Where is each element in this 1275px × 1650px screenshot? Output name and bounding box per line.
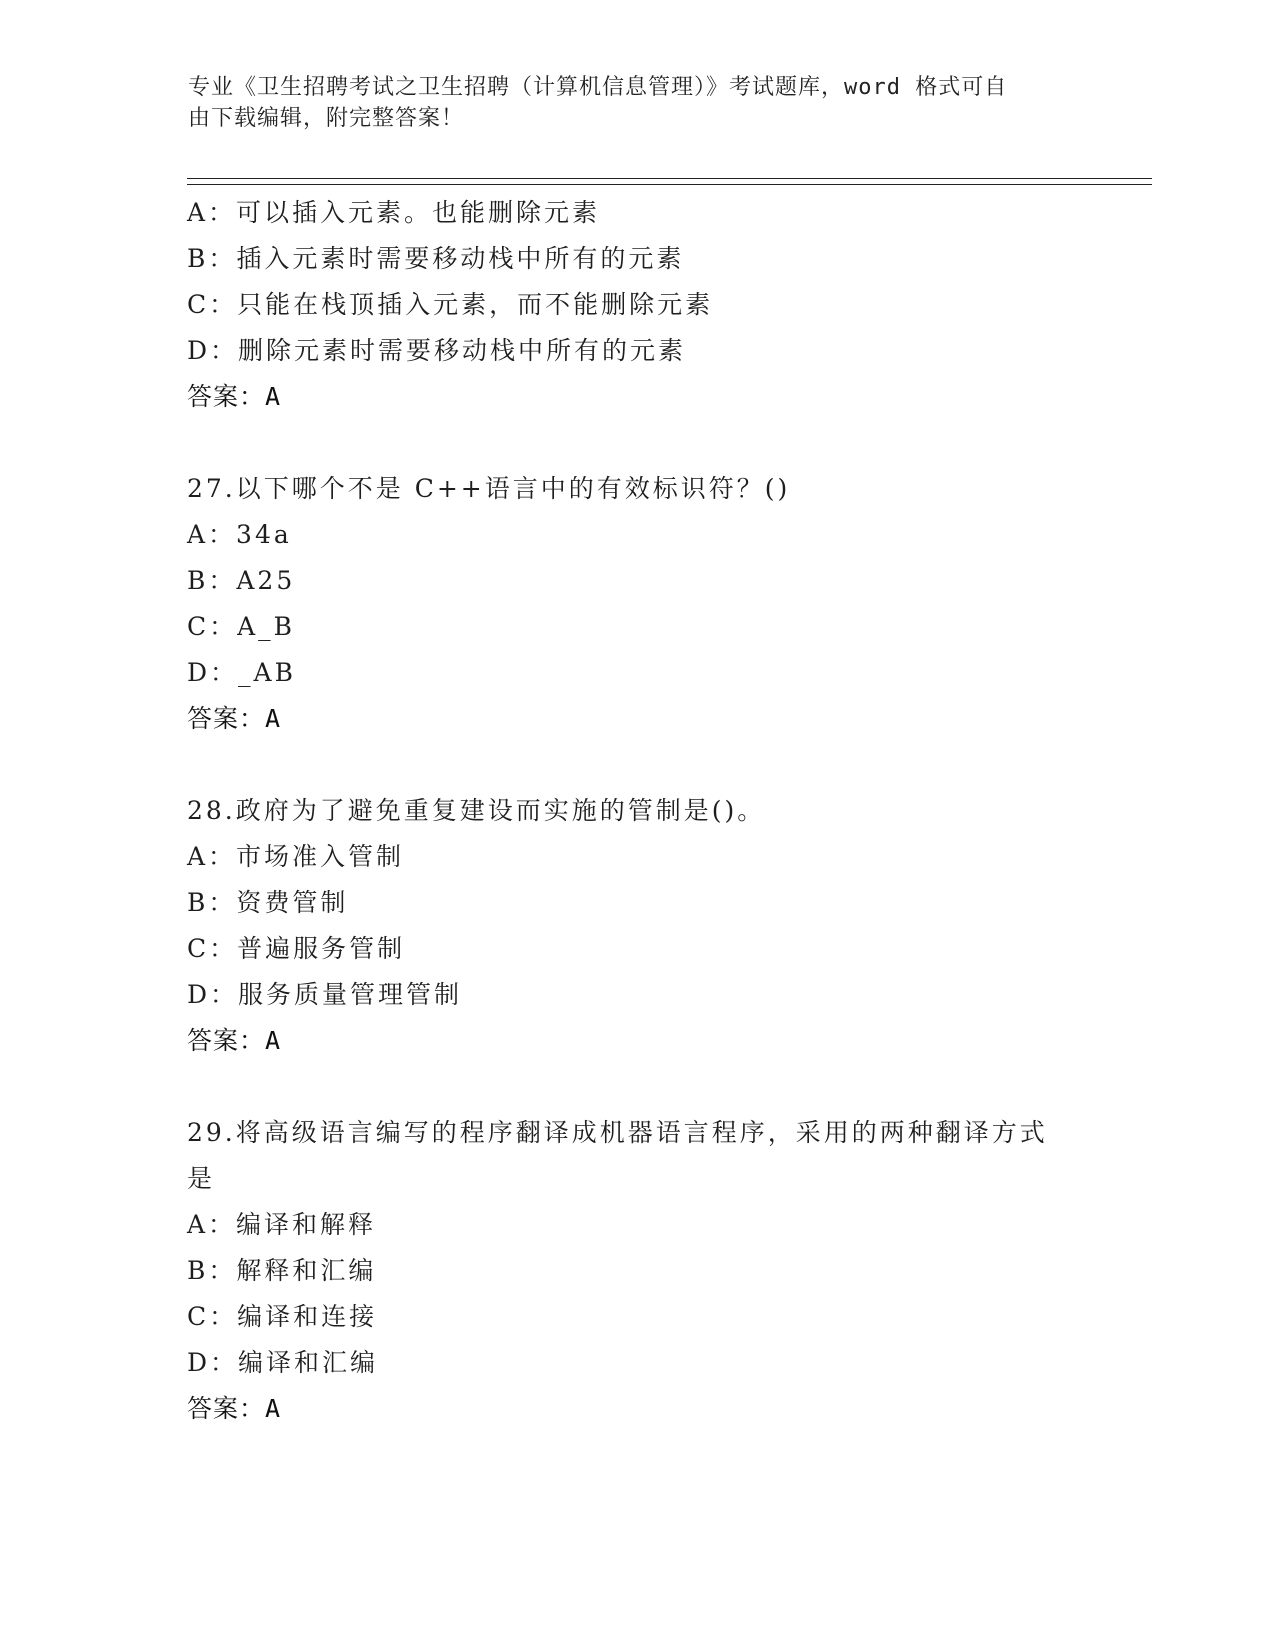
option-d: D：服务质量管理管制 [187,980,463,1009]
question-27 [187,466,1147,742]
answer: 答案：A [187,382,282,411]
option-a: A：编译和解释 [187,1210,377,1239]
header-rule-bottom [187,184,1152,185]
option-c: C：编译和连接 [187,1302,378,1331]
question-title: 28.政府为了避免重复建设而实施的管制是()。 [187,796,766,825]
option-a: A：市场准入管制 [187,842,405,871]
header-rule-top [187,178,1152,179]
answer: 答案：A [187,1394,282,1423]
spacer [187,742,1147,788]
option-d: D：_AB [187,658,296,687]
question-title-line-2: 是 [187,1164,216,1193]
option-d: D：编译和汇编 [187,1348,379,1377]
answer: 答案：A [187,704,282,733]
question-title-line-1: 29.将高级语言编写的程序翻译成机器语言程序，采用的两种翻译方式 [187,1118,1048,1147]
question-26 [187,190,1147,420]
option-c: C：A_B [187,612,296,641]
option-b: B：A25 [187,566,296,595]
document-intro [188,72,1068,134]
spacer [187,420,1147,466]
intro-line-1: 专业《卫生招聘考试之卫生招聘（计算机信息管理）》考试题库，word 格式可自 [188,75,1008,100]
question-title: 27.以下哪个不是 C++语言中的有效标识符？() [187,474,791,503]
option-a: A：可以插入元素。也能删除元素 [187,198,601,227]
option-d: D：删除元素时需要移动栈中所有的元素 [187,336,687,365]
option-c: C：只能在栈顶插入元素，而不能删除元素 [187,290,714,319]
option-a: A：34a [187,520,292,549]
question-list [187,190,1147,1432]
option-b: B：解释和汇编 [187,1256,377,1285]
option-c: C：普遍服务管制 [187,934,406,963]
option-b: B：资费管制 [187,888,349,917]
answer: 答案：A [187,1026,282,1055]
intro-line-2: 由下载编辑，附完整答案！ [188,106,465,131]
question-29 [187,1110,1147,1432]
question-28 [187,788,1147,1064]
spacer [187,1064,1147,1110]
option-b: B：插入元素时需要移动栈中所有的元素 [187,244,685,273]
